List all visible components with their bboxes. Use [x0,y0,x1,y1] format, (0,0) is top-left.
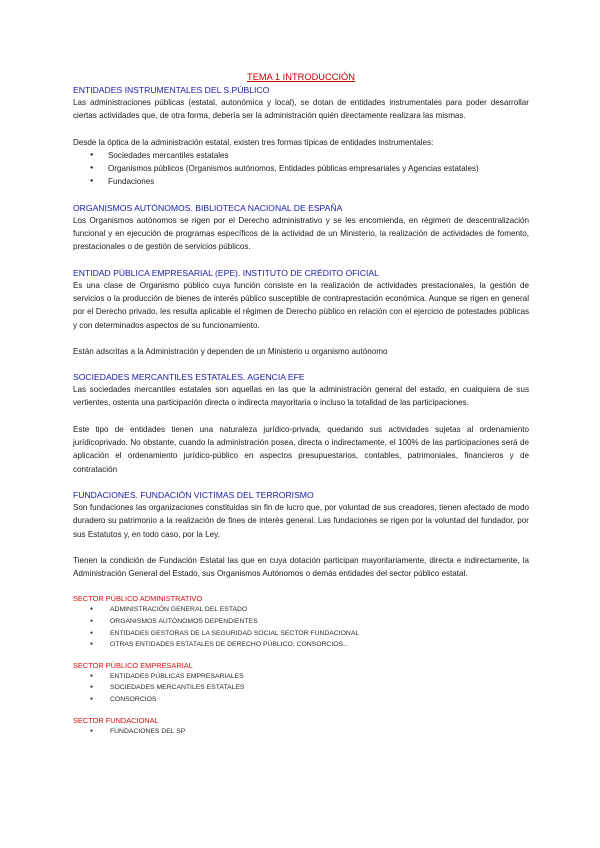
sector-heading-fundacional: SECTOR FUNDACIONAL [73,715,159,725]
sector-list [73,671,529,706]
paragraph: Tienen la condición de Fundación Estatal las que en cuya dotación participan mayoritariamente, directa e indirectamente, la Administración General del Estado, sus Organismos Autónomos o demás entidades del sector público estatal. [73,555,529,579]
sector-heading-administrativo: SECTOR PÚBLICO ADMINISTRATIVO [73,594,203,604]
paragraph: Son fundaciones las organizaciones constituidas sin fin de lucro que, por voluntad de sus creadores, tienen afectado de modo duradero su patrimonio a la realización de fines de interés general. Las fundaciones se rigen por la voluntad del fundador, por sus Estatutos y, en todo caso, por la Ley. [73,502,529,539]
list-item: ● Organismos públicos (Organismos autónomos, Entidades públicas empresariales y Agencias estatales) [73,162,529,175]
sector-heading-empresarial: SECTOR PÚBLICO EMPRESARIAL [73,660,193,670]
list-item: ● OTRAS ENTIDADES ESTATALES DE DERECHO PÚBLICO, CONSORCIOS... [73,639,529,651]
document-title: TEMA 1 INTRODUCCIÓN [247,72,355,82]
list-item: ● CONSORCIOS [73,694,529,706]
bullet-list [73,149,529,189]
document-page [73,71,529,737]
section-heading-organismos: ORGANISMOS AUTÓNOMOS. BIBLIOTECA NACIONAL DE ESPAÑA [73,202,343,213]
list-item: ● ADMINISTRACIÓN GENERAL DEL ESTADO [73,604,529,616]
paragraph: Los Organismos autónomos se rigen por el Derecho administrativo y se les encomienda, en régimen de descentralización funcional y en ejecución de programas específicos de la actividad de un Ministerio, la realización de actividades de fomento, prestacionales o de gestión de servicios públicos. [73,215,529,252]
paragraph: Este tipo de entidades tienen una naturaleza jurídico-privada, quedando sus actividades sujetas al ordenamiento jurídicoprivado. No obstante, cuando la administración posea, directa o indirectamente, el 100% de las participaciones será de aplicación el ordenamiento jurídico-público en aspectos presupuestarios, contables, patrimoniales, financieros y de contratación [73,424,529,474]
section-heading-epe: ENTIDAD PÚBLICA EMPRESARIAL (EPE). INSTITUTO DE CRÉDITO OFICIAL [73,267,379,278]
paragraph: Es una clase de Organismo público cuya función consiste en la realización de actividades prestacionales, la gestión de servicios o la producción de bienes de interés público susceptible de contraprestación económica. Aunque se rigen en general por el Derecho privado, les resulta aplicable el régimen de Derecho público en relación con el ejercicio de potestades públicas y con determinados aspectos de su funcionamiento. [73,280,529,330]
sector-list [73,604,529,650]
section-heading-entidades: ENTIDADES INSTRUMENTALES DEL S.PÚBLICO [73,85,270,95]
list-item: ● Sociedades mercantiles estatales [73,149,529,162]
sector-list [73,726,529,738]
paragraph: Están adscritas a la Administración y dependen de un Ministerio u organismo autónomo [73,346,388,356]
paragraph: Las sociedades mercantiles estatales son aquellas en las que la administración general del estado, en cualquiera de sus vertientes, ostenta una participación directa o indirecta mayoritaria o incluso la totalidad de las participaciones. [73,385,529,408]
list-item: ● ENTIDADES GESTORAS DE LA SEGURIDAD SOCIAL SECTOR FUNDACIONAL [73,628,529,640]
list-item: ● SOCIEDADES MERCANTILES ESTATALES [73,682,529,694]
section-heading-fundaciones: FUNDACIONES. FUNDACIÓN VICTIMAS DEL TERRORISMO [73,489,314,500]
section-heading-sociedades: SOCIEDADES MERCANTILES ESTATALES. AGENCIA EFE [73,372,305,383]
list-item: ● FUNDACIONES DEL SP [73,726,529,738]
list-item: ● ENTIDADES PÚBLICAS EMPRESARIALES [73,671,529,683]
list-item: ● ORGANISMOS AUTÓNOMOS DEPENDIENTES [73,616,529,628]
paragraph: Desde la óptica de la administración estatal, existen tres formas típicas de entidades instrumentales: [73,137,434,147]
list-item: ● Fundaciones [73,175,529,188]
paragraph: Las administraciones públicas (estatal, autonómica y local), se dotan de entidades instrumentales para poder desarrollar ciertas actividades que, de otra forma, debería ser la administración quién directamente realizara las mismas. [73,98,529,121]
